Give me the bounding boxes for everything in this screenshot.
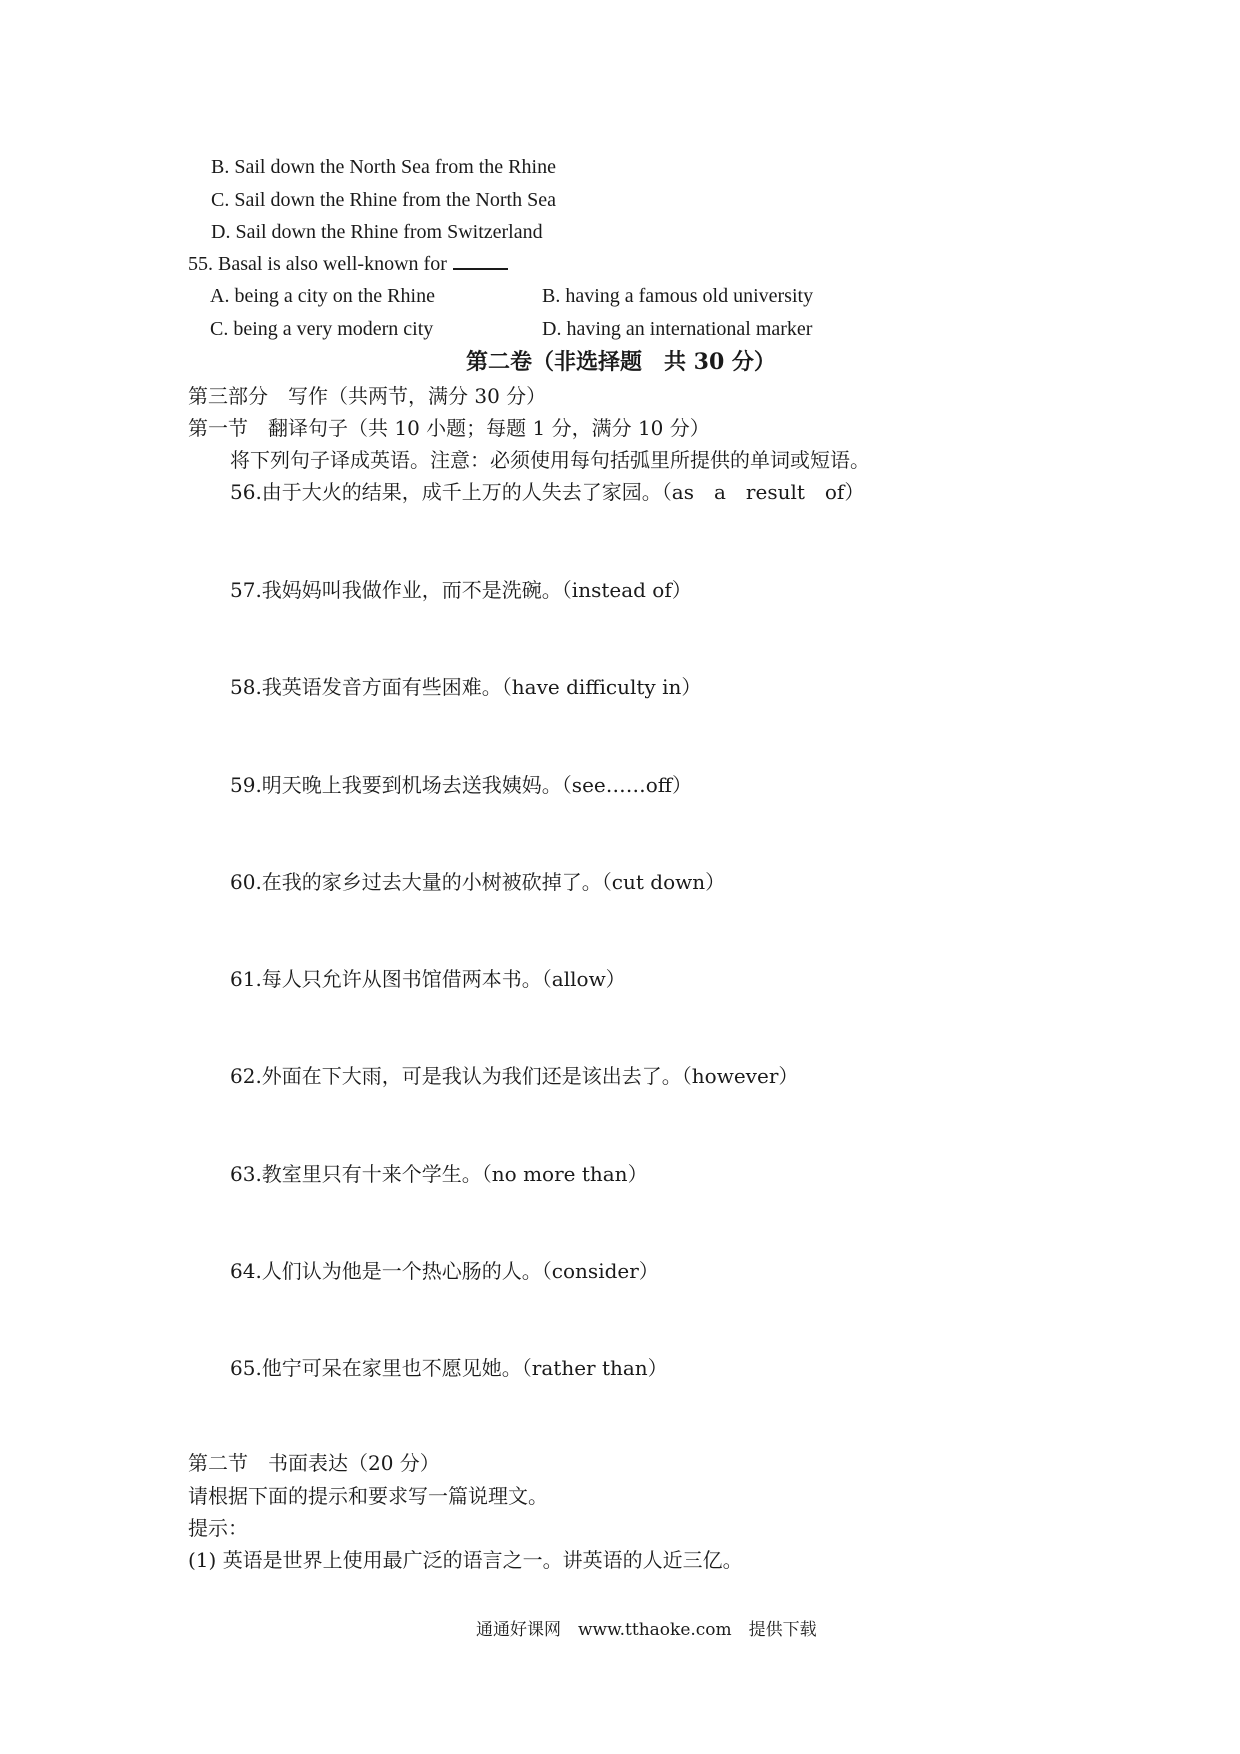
q55-option-c: C. being a very modern city (210, 318, 434, 340)
q54-option-d: D. Sail down the Rhine from Switzerland (211, 221, 543, 243)
q55-stem (188, 252, 508, 276)
translation-item-62: 62.外面在下大雨，可是我认为我们还是该出去了。（however） (230, 1064, 799, 1088)
section1-heading: 第一节 翻译句子（共 10 小题；每题 1 分，满分 10 分） (188, 416, 710, 440)
translation-item-65: 65.他宁可呆在家里也不愿见她。（rather than） (230, 1356, 668, 1380)
section2-instruction: 请根据下面的提示和要求写一篇说理文。 (188, 1484, 548, 1508)
part3-heading: 第三部分 写作（共两节，满分 30 分） (188, 384, 547, 408)
hint-1: (1) 英语是世界上使用最广泛的语言之一。讲英语的人近三亿。 (188, 1548, 743, 1572)
section1-instruction: 将下列句子译成英语。注意：必须使用每句括弧里所提供的单词或短语。 (230, 448, 870, 472)
hint-label: 提示： (188, 1516, 248, 1540)
answer-blank (453, 254, 508, 270)
section2-heading: 第二节 书面表达（20 分） (188, 1451, 440, 1475)
translation-item-57: 57.我妈妈叫我做作业，而不是洗碗。（instead of） (230, 578, 692, 602)
q55-option-a: A. being a city on the Rhine (210, 285, 435, 307)
translation-item-56: 56.由于大火的结果，成千上万的人失去了家园。（as a result of） (230, 480, 865, 504)
q55-stem-text: 55. Basal is also well-known for (188, 253, 447, 275)
footer-download-note: 通通好课网 www.tthaoke.com 提供下载 (476, 1620, 817, 1640)
translation-item-64: 64.人们认为他是一个热心肠的人。（consider） (230, 1259, 659, 1283)
translation-item-61: 61.每人只允许从图书馆借两本书。（allow） (230, 967, 626, 991)
translation-item-60: 60.在我的家乡过去大量的小树被砍掉了。（cut down） (230, 870, 726, 894)
q55-option-d: D. having an international marker (542, 318, 813, 340)
translation-item-58: 58.我英语发音方面有些困难。（have difficulty in） (230, 675, 702, 699)
q54-option-b: B. Sail down the North Sea from the Rhine (211, 156, 556, 178)
volume2-title: 第二卷（非选择题 共 30 分） (466, 349, 776, 375)
q54-option-c: C. Sail down the Rhine from the North Sea (211, 189, 556, 211)
q55-option-b: B. having a famous old university (542, 285, 814, 307)
translation-item-63: 63.教室里只有十来个学生。（no more than） (230, 1162, 648, 1186)
translation-item-59: 59.明天晚上我要到机场去送我姨妈。（see……off） (230, 773, 692, 797)
